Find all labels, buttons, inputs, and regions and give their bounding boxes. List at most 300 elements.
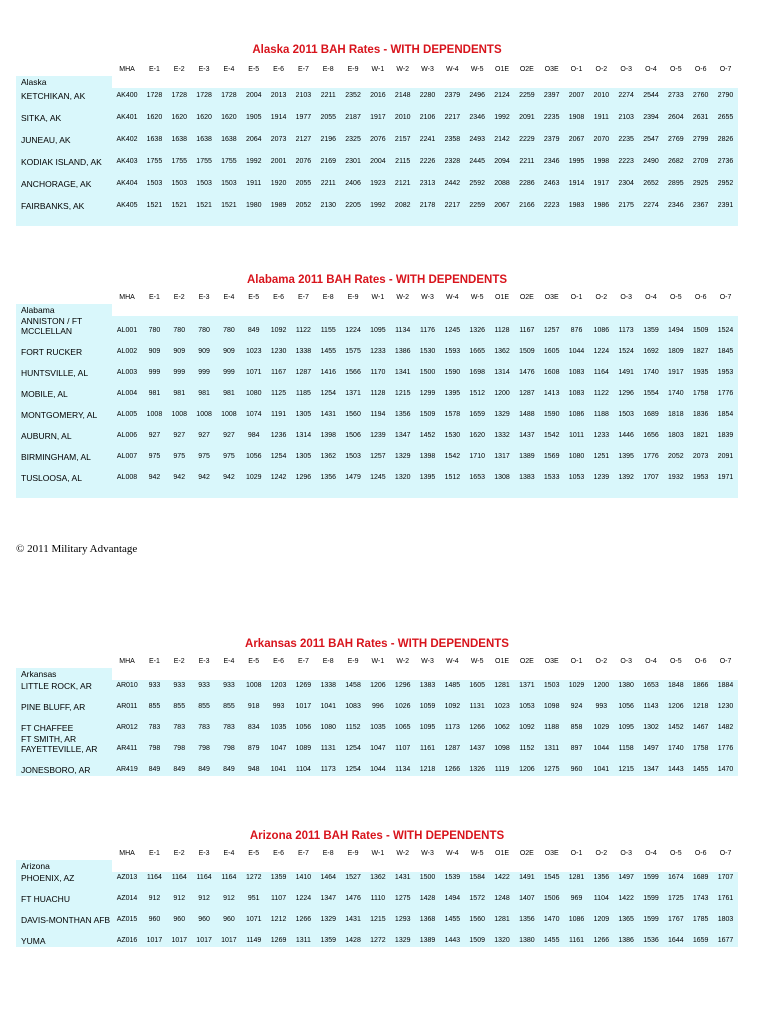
rate-cell: 1248 bbox=[490, 884, 515, 905]
rate-cell: 1836 bbox=[688, 400, 713, 421]
column-header-e-1: E-1 bbox=[148, 65, 160, 73]
rate-cell: 1386 bbox=[390, 337, 415, 358]
column-header-o2e: O2E bbox=[519, 293, 534, 301]
state-row-filler bbox=[514, 76, 539, 88]
rate-cell: 1803 bbox=[663, 421, 688, 442]
rate-cell: 999 bbox=[167, 358, 192, 379]
location-cell: FT SMITH, AR FAYETTEVILLE, AR bbox=[16, 734, 112, 755]
state-row-filler bbox=[589, 668, 614, 680]
rate-cell: 1275 bbox=[539, 755, 564, 776]
rates-table bbox=[16, 846, 738, 947]
state-row-filler bbox=[192, 304, 217, 316]
rate-cell: 1371 bbox=[514, 680, 539, 692]
rate-cell: 1590 bbox=[440, 358, 465, 379]
rate-cell: 780 bbox=[142, 316, 167, 337]
rate-cell: 849 bbox=[142, 755, 167, 776]
header-row bbox=[16, 654, 738, 668]
footer-band-cell bbox=[16, 212, 738, 226]
rate-cell: 1605 bbox=[539, 337, 564, 358]
rate-cell: 933 bbox=[142, 680, 167, 692]
rate-cell: 1047 bbox=[266, 734, 291, 755]
rate-cell: 1653 bbox=[639, 680, 664, 692]
column-header-o-4: O-4 bbox=[645, 65, 657, 73]
location-cell: BIRMINGHAM, AL bbox=[16, 442, 112, 463]
rate-cell: 1575 bbox=[341, 337, 366, 358]
state-row-filler bbox=[291, 668, 316, 680]
rate-cell: 1503 bbox=[192, 168, 217, 190]
column-header-o-3: O-3 bbox=[620, 849, 632, 857]
rate-cell: 1029 bbox=[564, 680, 589, 692]
rate-cell: 1992 bbox=[490, 102, 515, 124]
rate-cell: 1152 bbox=[341, 713, 366, 734]
rate-cell: 975 bbox=[167, 442, 192, 463]
rate-cell: 1092 bbox=[440, 692, 465, 713]
rate-cell: 981 bbox=[167, 379, 192, 400]
column-header-e-2: E-2 bbox=[173, 293, 185, 301]
rate-cell: 1095 bbox=[614, 713, 639, 734]
location-cell: LITTLE ROCK, AR bbox=[16, 680, 112, 692]
rate-cell: 1230 bbox=[713, 692, 738, 713]
rate-cell: 1008 bbox=[241, 680, 266, 692]
rate-cell: 1206 bbox=[514, 755, 539, 776]
rate-cell: 1620 bbox=[167, 102, 192, 124]
rate-cell: 2217 bbox=[440, 102, 465, 124]
rate-cell: 2652 bbox=[639, 168, 664, 190]
column-header-w-3: W-3 bbox=[421, 293, 434, 301]
location-cell: ANCHORAGE, AK bbox=[16, 168, 112, 190]
rate-cell: 1236 bbox=[266, 421, 291, 442]
table-row bbox=[16, 755, 738, 776]
rate-cell: 1128 bbox=[490, 316, 515, 337]
rate-cell: 1044 bbox=[589, 734, 614, 755]
rate-cell: 2091 bbox=[514, 102, 539, 124]
rate-cell: 855 bbox=[192, 692, 217, 713]
state-label-row bbox=[16, 860, 738, 872]
table-row bbox=[16, 379, 738, 400]
rate-cell: 1293 bbox=[390, 905, 415, 926]
column-header-w-3: W-3 bbox=[421, 65, 434, 73]
rate-cell: 1362 bbox=[316, 442, 341, 463]
rate-cell: 1017 bbox=[142, 926, 167, 947]
rate-cell: 2346 bbox=[465, 102, 490, 124]
rate-cell: 1689 bbox=[639, 400, 664, 421]
rate-cell: 1917 bbox=[663, 358, 688, 379]
state-row-filler bbox=[713, 76, 738, 88]
rate-cell: 1071 bbox=[241, 905, 266, 926]
rate-cell: 2241 bbox=[415, 124, 440, 146]
rate-cell: 1743 bbox=[688, 884, 713, 905]
rate-cell: 849 bbox=[167, 755, 192, 776]
rate-cell: 1638 bbox=[142, 124, 167, 146]
location-cell: AUBURN, AL bbox=[16, 421, 112, 442]
column-header-o3e: O3E bbox=[544, 849, 559, 857]
column-header-e-4: E-4 bbox=[223, 849, 235, 857]
rate-cell: 1314 bbox=[490, 358, 515, 379]
state-row-filler bbox=[241, 304, 266, 316]
column-header-e-4: E-4 bbox=[223, 65, 235, 73]
rate-cell: 1605 bbox=[465, 680, 490, 692]
state-row-filler bbox=[514, 860, 539, 872]
rate-cell: 969 bbox=[564, 884, 589, 905]
rate-cell: 1455 bbox=[440, 905, 465, 926]
rate-cell: 1509 bbox=[688, 316, 713, 337]
rate-cell: 2157 bbox=[390, 124, 415, 146]
rate-cell: 1431 bbox=[390, 872, 415, 884]
column-header-o-5: O-5 bbox=[669, 849, 682, 857]
rate-cell: 1230 bbox=[266, 337, 291, 358]
mha-code-cell: AK401 bbox=[112, 102, 142, 124]
state-row-filler bbox=[440, 304, 465, 316]
rate-cell: 1503 bbox=[539, 680, 564, 692]
column-header-e-4: E-4 bbox=[223, 293, 235, 301]
rate-cell: 1056 bbox=[614, 692, 639, 713]
rate-cell: 1233 bbox=[365, 337, 390, 358]
table-row bbox=[16, 926, 738, 947]
column-header-e-5: E-5 bbox=[248, 65, 260, 73]
rate-cell: 1095 bbox=[415, 713, 440, 734]
rate-cell: 1383 bbox=[415, 680, 440, 692]
state-row-filler bbox=[365, 860, 390, 872]
rate-cell: 2682 bbox=[663, 146, 688, 168]
header-row bbox=[16, 62, 738, 76]
column-header-e-3: E-3 bbox=[198, 849, 210, 857]
table-row bbox=[16, 190, 738, 212]
location-cell: PINE BLUFF, AR bbox=[16, 692, 112, 713]
mha-code-cell: AZ014 bbox=[112, 884, 142, 905]
footer-band-cell bbox=[16, 484, 738, 498]
rate-cell: 1287 bbox=[514, 379, 539, 400]
rate-cell: 1161 bbox=[564, 926, 589, 947]
state-row-filler bbox=[390, 304, 415, 316]
state-row-filler bbox=[688, 668, 713, 680]
rate-cell: 1710 bbox=[465, 442, 490, 463]
rate-cell: 2358 bbox=[440, 124, 465, 146]
rate-cell: 1977 bbox=[291, 102, 316, 124]
state-row-filler bbox=[639, 76, 664, 88]
rate-cell: 1029 bbox=[241, 463, 266, 484]
rate-cell: 1476 bbox=[514, 358, 539, 379]
rate-cell: 1512 bbox=[440, 463, 465, 484]
rate-cell: 2010 bbox=[589, 88, 614, 102]
header-blank bbox=[16, 62, 112, 76]
rate-cell: 1500 bbox=[415, 358, 440, 379]
rate-cell: 1215 bbox=[390, 379, 415, 400]
rate-cell: 1431 bbox=[316, 400, 341, 421]
rate-cell: 1203 bbox=[266, 680, 291, 692]
state-row-filler bbox=[241, 668, 266, 680]
column-header-o-5: O-5 bbox=[669, 293, 682, 301]
state-row-filler bbox=[316, 860, 341, 872]
state-row-filler bbox=[142, 76, 167, 88]
column-header-o-6: O-6 bbox=[694, 293, 707, 301]
rate-cell: 897 bbox=[564, 734, 589, 755]
rate-cell: 924 bbox=[564, 692, 589, 713]
rate-cell: 1239 bbox=[589, 463, 614, 484]
rate-cell: 1362 bbox=[365, 872, 390, 884]
mha-code-cell: AK400 bbox=[112, 88, 142, 102]
rate-cell: 783 bbox=[192, 713, 217, 734]
state-row-filler bbox=[241, 860, 266, 872]
state-row-filler bbox=[614, 304, 639, 316]
rate-cell: 1185 bbox=[291, 379, 316, 400]
rate-cell: 1677 bbox=[713, 926, 738, 947]
rate-cell: 999 bbox=[217, 358, 242, 379]
rate-cell: 2073 bbox=[688, 442, 713, 463]
rate-cell: 909 bbox=[192, 337, 217, 358]
rate-cell: 2925 bbox=[688, 168, 713, 190]
rate-cell: 1356 bbox=[589, 872, 614, 884]
rate-cell: 2379 bbox=[440, 88, 465, 102]
rate-cell: 1524 bbox=[713, 316, 738, 337]
rate-cell: 798 bbox=[142, 734, 167, 755]
rate-cell: 2076 bbox=[291, 146, 316, 168]
column-header-o-7: O-7 bbox=[719, 849, 732, 857]
rate-cell: 1755 bbox=[167, 146, 192, 168]
rate-cell: 1521 bbox=[217, 190, 242, 212]
rates-table bbox=[16, 290, 738, 498]
rate-cell: 960 bbox=[217, 905, 242, 926]
rate-cell: 1590 bbox=[539, 400, 564, 421]
rate-cell: 855 bbox=[167, 692, 192, 713]
rate-cell: 1998 bbox=[589, 146, 614, 168]
rate-cell: 2769 bbox=[663, 124, 688, 146]
column-header-w-1: W-1 bbox=[371, 65, 385, 73]
state-row-filler bbox=[291, 860, 316, 872]
mha-code-cell: AL002 bbox=[112, 337, 142, 358]
column-header-mha: MHA bbox=[119, 65, 135, 73]
column-header-o1e: O1E bbox=[495, 657, 510, 665]
column-header-w-5: W-5 bbox=[470, 293, 484, 301]
column-header-e-9: E-9 bbox=[347, 849, 359, 857]
rate-cell: 2103 bbox=[291, 88, 316, 102]
rate-cell: 1155 bbox=[316, 316, 341, 337]
rate-cell: 1332 bbox=[490, 421, 515, 442]
mha-code-cell: AZ016 bbox=[112, 926, 142, 947]
rate-cell: 1911 bbox=[241, 168, 266, 190]
state-row-filler bbox=[167, 860, 192, 872]
rate-cell: 1533 bbox=[539, 463, 564, 484]
column-header-e-1: E-1 bbox=[148, 293, 160, 301]
mha-code-cell: AZ013 bbox=[112, 872, 142, 884]
rate-cell: 1728 bbox=[217, 88, 242, 102]
rate-cell: 2313 bbox=[415, 168, 440, 190]
rate-cell: 1254 bbox=[316, 379, 341, 400]
rate-cell: 1689 bbox=[688, 872, 713, 884]
rate-cell: 999 bbox=[192, 358, 217, 379]
rate-cell: 1395 bbox=[614, 442, 639, 463]
rate-cell: 2328 bbox=[440, 146, 465, 168]
rate-cell: 1416 bbox=[316, 358, 341, 379]
rate-cell: 1266 bbox=[440, 755, 465, 776]
rate-cell: 975 bbox=[142, 442, 167, 463]
rate-cell: 1119 bbox=[490, 755, 515, 776]
rate-cell: 2655 bbox=[713, 102, 738, 124]
rate-cell: 1383 bbox=[514, 463, 539, 484]
rate-cell: 1728 bbox=[167, 88, 192, 102]
rate-cell: 1056 bbox=[241, 442, 266, 463]
rate-cell: 927 bbox=[217, 421, 242, 442]
state-row-filler bbox=[465, 668, 490, 680]
rate-cell: 2076 bbox=[365, 124, 390, 146]
rate-cell: 1395 bbox=[415, 463, 440, 484]
rate-cell: 1008 bbox=[142, 400, 167, 421]
rate-cell: 1161 bbox=[415, 734, 440, 755]
rate-cell: 2790 bbox=[713, 88, 738, 102]
state-row-filler bbox=[365, 304, 390, 316]
column-header-o2e: O2E bbox=[519, 65, 534, 73]
rate-cell: 1509 bbox=[415, 400, 440, 421]
rate-cell: 1218 bbox=[415, 755, 440, 776]
state-row-filler bbox=[415, 860, 440, 872]
column-header-w-5: W-5 bbox=[470, 849, 484, 857]
state-label-row bbox=[16, 76, 738, 88]
rate-cell: 1287 bbox=[291, 358, 316, 379]
table-row bbox=[16, 146, 738, 168]
rate-cell: 927 bbox=[142, 421, 167, 442]
rate-cell: 1497 bbox=[614, 872, 639, 884]
state-row-filler bbox=[291, 304, 316, 316]
state-row-filler bbox=[490, 860, 515, 872]
rate-cell: 1992 bbox=[365, 190, 390, 212]
rate-cell: 1530 bbox=[440, 421, 465, 442]
rate-cell: 1572 bbox=[465, 884, 490, 905]
mha-code-cell: AR419 bbox=[112, 755, 142, 776]
rate-cell: 1428 bbox=[415, 884, 440, 905]
rate-cell: 981 bbox=[192, 379, 217, 400]
rate-cell: 2088 bbox=[490, 168, 515, 190]
rate-cell: 1158 bbox=[614, 734, 639, 755]
rate-cell: 1485 bbox=[440, 680, 465, 692]
column-header-o-2: O-2 bbox=[595, 293, 608, 301]
rate-cell: 1275 bbox=[390, 884, 415, 905]
rate-cell: 2325 bbox=[341, 124, 366, 146]
rate-cell: 1098 bbox=[490, 734, 515, 755]
rate-cell: 1008 bbox=[167, 400, 192, 421]
rate-cell: 1152 bbox=[514, 734, 539, 755]
rate-cell: 942 bbox=[142, 463, 167, 484]
header-blank bbox=[16, 654, 112, 668]
rate-cell: 1497 bbox=[639, 734, 664, 755]
rate-cell: 1143 bbox=[639, 692, 664, 713]
rate-cell: 1164 bbox=[589, 358, 614, 379]
rate-cell: 942 bbox=[167, 463, 192, 484]
section-title: Alaska 2011 BAH Rates - WITH DEPENDENTS bbox=[252, 44, 502, 56]
rate-cell: 2013 bbox=[266, 88, 291, 102]
column-header-w-4: W-4 bbox=[446, 657, 459, 665]
rate-cell: 1029 bbox=[589, 713, 614, 734]
rate-cell: 1053 bbox=[564, 463, 589, 484]
state-row-filler bbox=[341, 668, 366, 680]
rate-cell: 1389 bbox=[415, 926, 440, 947]
rate-cell: 1224 bbox=[291, 884, 316, 905]
rate-cell: 2055 bbox=[291, 168, 316, 190]
rate-cell: 2175 bbox=[614, 190, 639, 212]
rate-cell: 1023 bbox=[490, 692, 515, 713]
rate-cell: 1659 bbox=[688, 926, 713, 947]
location-cell: DAVIS-MONTHAN AFB bbox=[16, 905, 112, 926]
rate-cell: 2106 bbox=[415, 102, 440, 124]
rate-cell: 933 bbox=[217, 680, 242, 692]
rate-cell: 1917 bbox=[589, 168, 614, 190]
rate-cell: 1281 bbox=[490, 905, 515, 926]
rate-cell: 1539 bbox=[440, 872, 465, 884]
rate-cell: 2130 bbox=[316, 190, 341, 212]
state-row-filler bbox=[539, 76, 564, 88]
column-header-e-7: E-7 bbox=[297, 65, 309, 73]
table-row bbox=[16, 713, 738, 734]
rate-cell: 1059 bbox=[415, 692, 440, 713]
rate-cell: 1758 bbox=[688, 379, 713, 400]
header-row bbox=[16, 846, 738, 860]
state-row-filler bbox=[465, 76, 490, 88]
rate-cell: 783 bbox=[167, 713, 192, 734]
rate-cell: 1455 bbox=[539, 926, 564, 947]
rate-cell: 1740 bbox=[639, 358, 664, 379]
rate-cell: 1191 bbox=[266, 400, 291, 421]
state-label: Alabama bbox=[16, 304, 112, 316]
state-row-filler bbox=[266, 304, 291, 316]
rate-cell: 1452 bbox=[663, 713, 688, 734]
rate-cell: 1854 bbox=[713, 400, 738, 421]
rate-cell: 2223 bbox=[614, 146, 639, 168]
rate-cell: 993 bbox=[266, 692, 291, 713]
rate-cell: 1074 bbox=[241, 400, 266, 421]
rate-cell: 999 bbox=[142, 358, 167, 379]
rate-cell: 1017 bbox=[291, 692, 316, 713]
rate-cell: 855 bbox=[217, 692, 242, 713]
rate-cell: 912 bbox=[142, 884, 167, 905]
rate-cell: 1884 bbox=[713, 680, 738, 692]
rate-cell: 1446 bbox=[614, 421, 639, 442]
column-header-e-4: E-4 bbox=[223, 657, 235, 665]
rate-cell: 1803 bbox=[713, 905, 738, 926]
rate-cell: 2073 bbox=[266, 124, 291, 146]
state-row-filler bbox=[564, 860, 589, 872]
rate-cell: 1302 bbox=[639, 713, 664, 734]
state-row-filler bbox=[167, 668, 192, 680]
column-header-o-2: O-2 bbox=[595, 849, 608, 857]
rate-cell: 1821 bbox=[688, 421, 713, 442]
rate-cell: 981 bbox=[142, 379, 167, 400]
rate-cell: 1188 bbox=[589, 400, 614, 421]
rate-cell: 1128 bbox=[365, 379, 390, 400]
rate-cell: 1509 bbox=[465, 926, 490, 947]
mha-code-cell: AK405 bbox=[112, 190, 142, 212]
table-row bbox=[16, 872, 738, 884]
state-row-filler bbox=[564, 668, 589, 680]
rate-cell: 1392 bbox=[614, 463, 639, 484]
rate-cell: 2103 bbox=[614, 102, 639, 124]
column-header-w-1: W-1 bbox=[371, 657, 385, 665]
rate-cell: 1104 bbox=[291, 755, 316, 776]
state-row-filler bbox=[614, 668, 639, 680]
state-row-filler bbox=[465, 860, 490, 872]
rate-cell: 1110 bbox=[365, 884, 390, 905]
location-cell: SITKA, AK bbox=[16, 102, 112, 124]
column-header-o-7: O-7 bbox=[719, 65, 732, 73]
rate-cell: 1536 bbox=[639, 926, 664, 947]
rate-cell: 948 bbox=[241, 755, 266, 776]
rate-cell: 1380 bbox=[614, 680, 639, 692]
rate-cell: 1398 bbox=[415, 442, 440, 463]
rate-cell: 1125 bbox=[266, 379, 291, 400]
table-row bbox=[16, 884, 738, 905]
rate-cell: 1065 bbox=[390, 713, 415, 734]
column-header-e-5: E-5 bbox=[248, 657, 260, 665]
rate-cell: 1386 bbox=[614, 926, 639, 947]
rates-table bbox=[16, 62, 738, 226]
rate-cell: 981 bbox=[217, 379, 242, 400]
